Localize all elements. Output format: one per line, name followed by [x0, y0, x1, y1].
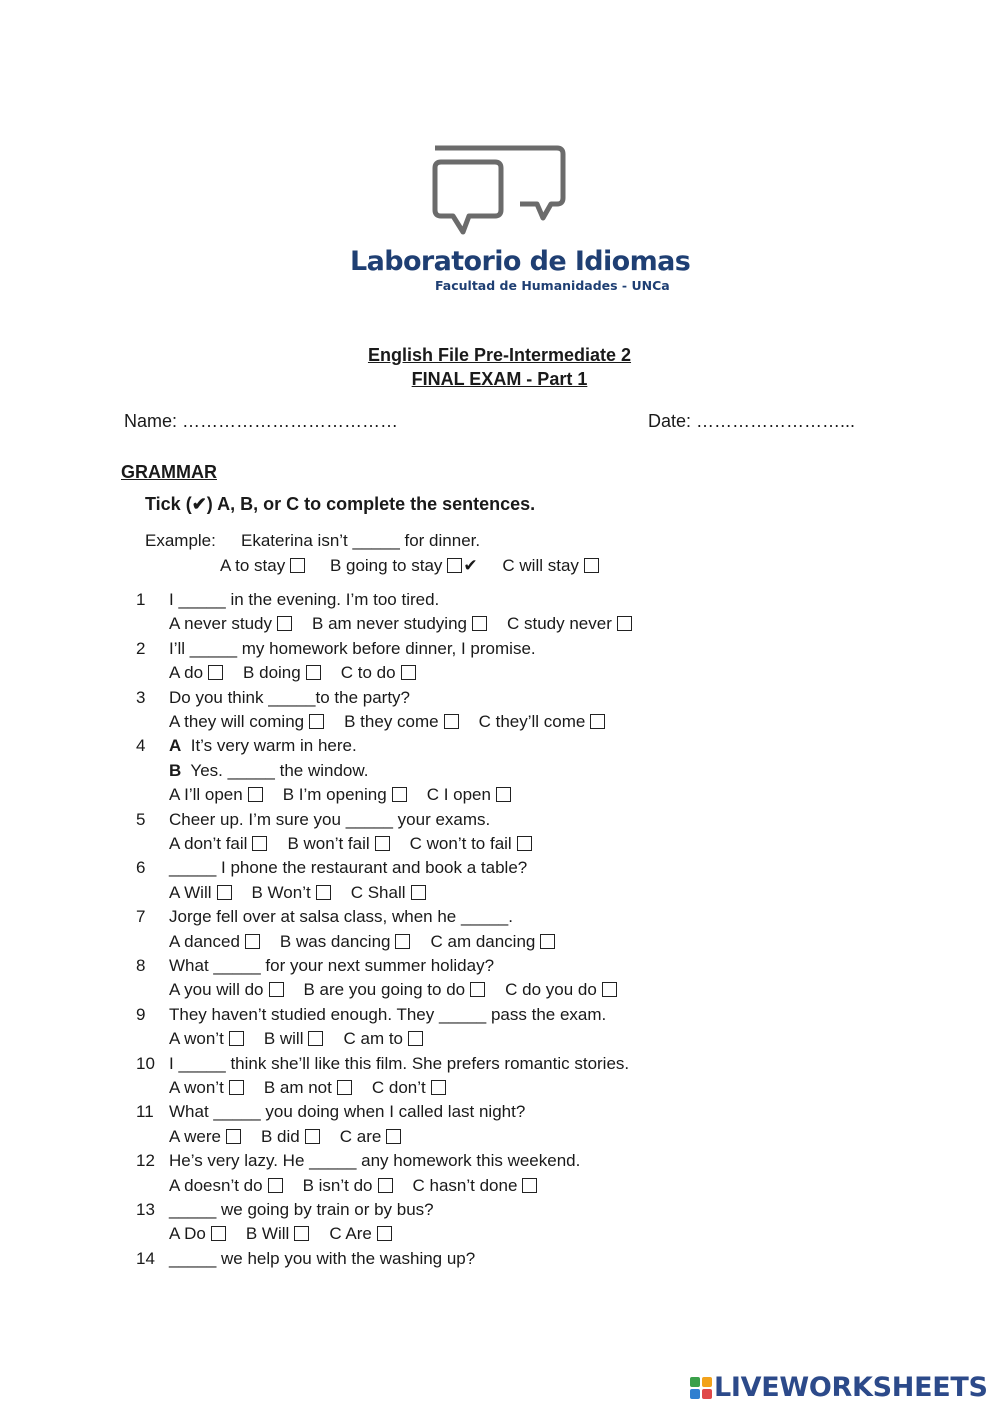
- option-b[interactable]: B Won’t: [252, 882, 331, 904]
- question-number: 4: [136, 736, 146, 756]
- dialogue-line-b: B Yes. _____ the window.: [169, 760, 369, 780]
- question-number: 13: [136, 1200, 155, 1219]
- instructions: Tick (✔) A, B, or C to complete the sentences.: [145, 494, 536, 514]
- question-number: 11: [136, 1102, 154, 1122]
- answer-options: [169, 613, 652, 635]
- option-b[interactable]: B will: [264, 1028, 324, 1050]
- option-c[interactable]: C I open: [427, 784, 511, 806]
- example-checkbox-b: [447, 558, 462, 573]
- question-sentence: He’s very lazy. He _____ any homework this weekend.: [169, 1151, 581, 1171]
- question-sentence: They haven’t studied enough. They _____ pass the exam.: [169, 1004, 607, 1024]
- answer-checkbox-c[interactable]: [408, 1031, 423, 1046]
- option-a[interactable]: A you will do: [169, 979, 284, 1001]
- answer-checkbox-a[interactable]: [208, 665, 223, 680]
- answer-checkbox-c[interactable]: [401, 665, 416, 680]
- answer-options: [169, 1175, 557, 1197]
- exam-title: English File Pre-Intermediate 2: [367, 345, 632, 365]
- answer-options: [169, 1126, 421, 1148]
- answer-checkbox-a[interactable]: [252, 836, 267, 851]
- question-number: 2: [136, 638, 146, 658]
- answer-checkbox-c[interactable]: [431, 1080, 446, 1095]
- option-c[interactable]: C they’ll come: [479, 711, 606, 733]
- example-options: [220, 555, 619, 577]
- option-c[interactable]: C am to: [343, 1028, 423, 1050]
- option-c[interactable]: C don’t: [372, 1077, 446, 1099]
- option-a[interactable]: A won’t: [169, 1077, 244, 1099]
- answer-checkbox-b[interactable]: [444, 714, 459, 729]
- exam-subtitle: FINAL EXAM - Part 1: [411, 369, 588, 389]
- answer-checkbox-b[interactable]: [472, 616, 487, 631]
- name-field[interactable]: Name: ………………………………: [124, 411, 399, 431]
- option-b[interactable]: B was dancing: [280, 931, 411, 953]
- example-checkbox-a: [290, 558, 305, 573]
- answer-checkbox-a[interactable]: [217, 885, 232, 900]
- answer-checkbox-c[interactable]: [377, 1226, 392, 1241]
- answer-checkbox-c[interactable]: [602, 982, 617, 997]
- question-sentence: I _____ think she’ll like this film. She prefers romantic stories.: [169, 1053, 630, 1073]
- example-checkbox-c: [584, 558, 599, 573]
- answer-checkbox-a[interactable]: [245, 934, 260, 949]
- question-sentence: I _____ in the evening. I’m too tired.: [169, 590, 440, 609]
- answer-checkbox-a[interactable]: [309, 714, 324, 729]
- option-a[interactable]: A I’ll open: [169, 784, 263, 806]
- liveworksheets-wordmark: LIVEWORKSHEETS: [714, 1372, 988, 1403]
- option-c[interactable]: C hasn’t done: [413, 1175, 538, 1197]
- answer-checkbox-c[interactable]: [496, 787, 511, 802]
- example-option-b: B going to stay ✔: [329, 556, 478, 575]
- answer-checkbox-b[interactable]: [375, 836, 390, 851]
- option-b[interactable]: B am never studying: [312, 613, 487, 635]
- option-a[interactable]: A won’t: [169, 1028, 244, 1050]
- logo-title: Laboratorio de Idiomas: [350, 246, 691, 277]
- answer-checkbox-a[interactable]: [248, 787, 263, 802]
- option-c[interactable]: C do you do: [505, 979, 617, 1001]
- speech-bubbles-icon: [345, 140, 655, 240]
- example-label: Example:: [145, 531, 216, 550]
- answer-checkbox-a[interactable]: [268, 1178, 283, 1193]
- option-c[interactable]: C are: [340, 1126, 402, 1148]
- answer-checkbox-c[interactable]: [522, 1178, 537, 1193]
- option-b[interactable]: B did: [261, 1126, 320, 1148]
- institution-logo: [345, 140, 691, 300]
- question-number: 7: [136, 907, 146, 927]
- question-number: 10: [136, 1053, 155, 1073]
- dialogue-line-a: A It’s very warm in here.: [169, 736, 357, 756]
- question-number: 6: [136, 858, 146, 878]
- answer-options: [169, 979, 637, 1001]
- answer-options: [169, 662, 436, 684]
- question-number: 3: [136, 687, 146, 707]
- answer-checkbox-b[interactable]: [337, 1080, 352, 1095]
- question-number: 9: [136, 1004, 146, 1024]
- answer-checkbox-c[interactable]: [590, 714, 605, 729]
- option-a[interactable]: A Do: [169, 1223, 226, 1245]
- option-a[interactable]: A doesn’t do: [169, 1175, 283, 1197]
- date-field[interactable]: Date: ……………………...: [648, 411, 856, 431]
- answer-checkbox-b[interactable]: [392, 787, 407, 802]
- answer-options: [169, 931, 575, 953]
- option-c[interactable]: C Are: [329, 1223, 392, 1245]
- answer-checkbox-c[interactable]: [386, 1129, 401, 1144]
- answer-options: [169, 1028, 443, 1050]
- answer-checkbox-b[interactable]: [378, 1178, 393, 1193]
- answer-checkbox-b[interactable]: [316, 885, 331, 900]
- option-b[interactable]: B I’m opening: [283, 784, 407, 806]
- option-b[interactable]: B won’t fail: [287, 833, 389, 855]
- answer-checkbox-b[interactable]: [294, 1226, 309, 1241]
- option-a[interactable]: A were: [169, 1126, 241, 1148]
- option-b[interactable]: B doing: [243, 662, 321, 684]
- answer-options: [169, 1077, 466, 1099]
- tick-mark-icon: ✔: [463, 556, 478, 575]
- answer-options: [169, 833, 552, 855]
- answer-options: [169, 1223, 412, 1245]
- logo-subtitle: Facultad de Humanidades - UNCa: [435, 278, 670, 293]
- answer-options: [169, 882, 446, 904]
- question-number: 8: [136, 956, 146, 975]
- speaker-a: A: [169, 736, 182, 756]
- example-sentence: Ekaterina isn’t _____ for dinner.: [241, 531, 481, 550]
- answer-checkbox-a[interactable]: [269, 982, 284, 997]
- answer-checkbox-a[interactable]: [211, 1226, 226, 1241]
- question-sentence: What _____ for your next summer holiday?: [169, 956, 495, 975]
- question-sentence: Jorge fell over at salsa class, when he _____.: [169, 907, 513, 927]
- answer-checkbox-c[interactable]: [517, 836, 532, 851]
- question-number: 14: [136, 1248, 155, 1268]
- question-sentence: Cheer up. I’m sure you _____ your exams.: [169, 809, 491, 829]
- option-c[interactable]: C to do: [341, 662, 416, 684]
- option-a[interactable]: A they will coming: [169, 711, 324, 733]
- answer-checkbox-c[interactable]: [617, 616, 632, 631]
- answer-checkbox-a[interactable]: [226, 1129, 241, 1144]
- option-c[interactable]: C Shall: [351, 882, 426, 904]
- question-sentence: What _____ you doing when I called last night?: [169, 1102, 526, 1122]
- option-b[interactable]: B am not: [264, 1077, 352, 1099]
- option-b[interactable]: B they come: [344, 711, 459, 733]
- option-a[interactable]: A don’t fail: [169, 833, 267, 855]
- option-b[interactable]: B isn’t do: [303, 1175, 393, 1197]
- answer-checkbox-b[interactable]: [308, 1031, 323, 1046]
- question-number: 12: [136, 1151, 155, 1171]
- answer-checkbox-b[interactable]: [395, 934, 410, 949]
- example-option-a: A to stay: [220, 555, 305, 577]
- option-a[interactable]: A Will: [169, 882, 232, 904]
- liveworksheets-logo-icon: [690, 1377, 712, 1399]
- question-sentence: _____ we help you with the washing up?: [169, 1248, 476, 1268]
- answer-checkbox-a[interactable]: [229, 1031, 244, 1046]
- answer-checkbox-b[interactable]: [470, 982, 485, 997]
- option-b[interactable]: B are you going to do: [304, 979, 486, 1001]
- option-c[interactable]: C am dancing: [430, 931, 555, 953]
- answer-options: [169, 711, 625, 733]
- answer-options: [169, 784, 531, 806]
- answer-checkbox-a[interactable]: [229, 1080, 244, 1095]
- section-heading: GRAMMAR: [121, 462, 217, 482]
- question-sentence: I’ll _____ my homework before dinner, I promise.: [169, 638, 536, 658]
- question-number: 1: [136, 590, 146, 609]
- speaker-b: B: [169, 760, 182, 780]
- question-number: 5: [136, 809, 146, 829]
- answer-checkbox-c[interactable]: [540, 934, 555, 949]
- question-sentence: _____ I phone the restaurant and book a table?: [169, 858, 528, 878]
- option-a[interactable]: A never study: [169, 613, 292, 635]
- option-b[interactable]: B Will: [246, 1223, 309, 1245]
- answer-checkbox-a[interactable]: [277, 616, 292, 631]
- answer-checkbox-b[interactable]: [305, 1129, 320, 1144]
- option-c[interactable]: C study never: [507, 613, 632, 635]
- question-sentence: _____ we going by train or by bus?: [169, 1200, 434, 1219]
- answer-checkbox-b[interactable]: [306, 665, 321, 680]
- answer-checkbox-c[interactable]: [411, 885, 426, 900]
- option-c[interactable]: C won’t to fail: [410, 833, 532, 855]
- option-a[interactable]: A danced: [169, 931, 260, 953]
- example-option-c: C will stay: [502, 555, 599, 577]
- question-sentence: Do you think _____to the party?: [169, 687, 410, 707]
- option-a[interactable]: A do: [169, 662, 223, 684]
